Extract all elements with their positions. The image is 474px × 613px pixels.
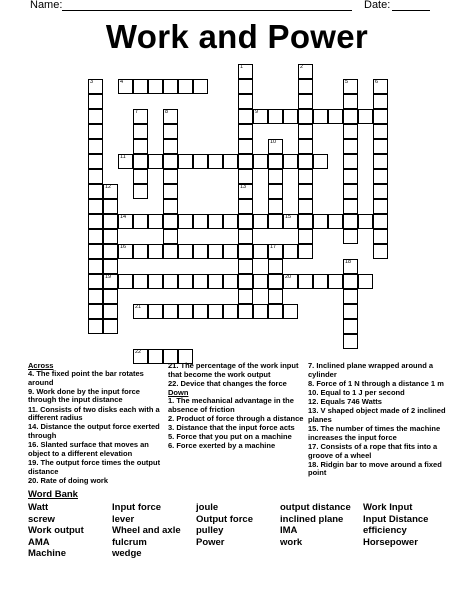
clue-item: 5. Force that you put on a machine xyxy=(168,432,292,442)
crossword-cell[interactable] xyxy=(133,244,148,259)
down-heading: Down xyxy=(168,387,189,397)
word-bank-item: pulley xyxy=(196,525,224,536)
crossword-cell[interactable] xyxy=(268,244,283,259)
crossword-cell[interactable] xyxy=(358,109,373,124)
crossword-cell[interactable] xyxy=(238,79,253,94)
crossword-cell[interactable] xyxy=(178,304,193,319)
crossword-cell[interactable] xyxy=(163,139,178,154)
clue-item: 11. Consists of two disks each with a different radius xyxy=(28,404,160,423)
crossword-cell[interactable] xyxy=(268,289,283,304)
word-bank-item: Input Distance xyxy=(363,513,429,525)
crossword-cell[interactable] xyxy=(163,244,178,259)
crossword-cell[interactable] xyxy=(238,169,253,184)
crossword-cell[interactable] xyxy=(88,184,103,199)
clue-number: 9 xyxy=(255,109,259,115)
clue-item: 2. Product of force through a distance xyxy=(168,413,304,423)
crossword-cell[interactable] xyxy=(343,229,358,244)
crossword-cell[interactable] xyxy=(283,154,298,169)
crossword-cell[interactable] xyxy=(238,64,253,79)
word-bank-item: Input force xyxy=(112,502,162,513)
crossword-cell[interactable] xyxy=(343,139,358,154)
crossword-cell[interactable] xyxy=(103,244,118,259)
crossword-cell[interactable] xyxy=(88,244,103,259)
crossword-cell[interactable] xyxy=(343,334,358,349)
crossword-cell[interactable] xyxy=(238,199,253,214)
crossword-cell[interactable] xyxy=(208,154,223,169)
crossword-cell[interactable] xyxy=(298,154,313,169)
crossword-cell[interactable] xyxy=(178,244,193,259)
crossword-cell[interactable] xyxy=(163,304,178,319)
crossword-cell[interactable] xyxy=(373,229,388,244)
crossword-cell[interactable] xyxy=(133,169,148,184)
crossword-cell[interactable] xyxy=(88,169,103,184)
crossword-cell[interactable] xyxy=(373,184,388,199)
crossword-cell[interactable] xyxy=(238,154,253,169)
crossword-cell[interactable] xyxy=(223,154,238,169)
clue-column-right xyxy=(308,362,448,478)
crossword-cell[interactable] xyxy=(268,214,283,229)
crossword-cell[interactable] xyxy=(253,274,268,289)
crossword-cell[interactable] xyxy=(373,94,388,109)
crossword-cell[interactable] xyxy=(328,109,343,124)
crossword-cell[interactable] xyxy=(88,274,103,289)
clue-number: 12 xyxy=(105,184,112,190)
clue-item: 12. Equals 746 Watts xyxy=(308,397,382,407)
crossword-cell[interactable] xyxy=(268,304,283,319)
clue-number: 15 xyxy=(285,214,292,220)
word-bank xyxy=(0,489,474,599)
crossword-cell[interactable] xyxy=(298,274,313,289)
word-bank-item: lever xyxy=(112,513,135,525)
crossword-cell[interactable] xyxy=(223,274,238,289)
crossword-cell[interactable] xyxy=(373,199,388,214)
word-bank-item: inclined plane xyxy=(280,513,344,525)
crossword-cell[interactable] xyxy=(133,79,148,94)
crossword-cell[interactable] xyxy=(253,214,268,229)
crossword-cell[interactable] xyxy=(103,214,118,229)
crossword-cell[interactable] xyxy=(118,154,133,169)
page-title: Work and Power xyxy=(105,18,369,55)
crossword-cell[interactable] xyxy=(343,259,358,274)
crossword-cell[interactable] xyxy=(298,64,313,79)
crossword-cell[interactable] xyxy=(343,184,358,199)
word-bank-item: Work output xyxy=(28,525,84,536)
clue-item: 4. The fixed point the bar rotates around xyxy=(28,369,144,387)
crossword-cell[interactable] xyxy=(193,214,208,229)
clue-number: 1 xyxy=(240,64,244,70)
crossword-cell[interactable] xyxy=(343,79,358,94)
crossword-cell[interactable] xyxy=(163,214,178,229)
crossword-cell[interactable] xyxy=(343,199,358,214)
crossword-cell[interactable] xyxy=(208,274,223,289)
crossword-cell[interactable] xyxy=(103,229,118,244)
crossword-cell[interactable] xyxy=(118,79,133,94)
word-bank-item: efficiency xyxy=(363,525,407,536)
clue-number: 11 xyxy=(120,154,126,160)
crossword-cell[interactable] xyxy=(238,124,253,139)
crossword-cell[interactable] xyxy=(343,319,358,334)
crossword-cell[interactable] xyxy=(343,154,358,169)
crossword-cell[interactable] xyxy=(373,124,388,139)
crossword-cell[interactable] xyxy=(178,274,193,289)
crossword-cell[interactable] xyxy=(298,244,313,259)
crossword-cell[interactable] xyxy=(268,259,283,274)
crossword-cell[interactable] xyxy=(118,274,133,289)
crossword-cell[interactable] xyxy=(88,94,103,109)
clue-list xyxy=(0,362,474,492)
crossword-cell[interactable] xyxy=(298,79,313,94)
word-bank-item: fulcrum xyxy=(112,536,147,548)
crossword-cell[interactable] xyxy=(328,214,343,229)
crossword-cell[interactable] xyxy=(268,109,283,124)
crossword-cell[interactable] xyxy=(253,154,268,169)
crossword-cell[interactable] xyxy=(313,214,328,229)
word-bank-item: Machine xyxy=(28,548,67,559)
crossword-cell[interactable] xyxy=(103,259,118,274)
crossword-cell[interactable] xyxy=(253,244,268,259)
crossword-cell[interactable] xyxy=(238,214,253,229)
crossword-cell[interactable] xyxy=(88,289,103,304)
clue-number: 10 xyxy=(270,139,277,145)
name-label: Name: xyxy=(30,0,63,11)
crossword-cell[interactable] xyxy=(223,214,238,229)
crossword-cell[interactable] xyxy=(268,154,283,169)
word-bank-item: Output force xyxy=(196,513,253,525)
clue-item: 21. The percentage of the work input that become the work output xyxy=(168,361,299,379)
crossword-cell[interactable] xyxy=(148,274,163,289)
crossword-cell[interactable] xyxy=(343,214,358,229)
crossword-cell[interactable] xyxy=(178,79,193,94)
crossword-cell[interactable] xyxy=(88,139,103,154)
crossword-cell[interactable] xyxy=(343,124,358,139)
crossword-cell[interactable] xyxy=(298,169,313,184)
crossword-cell[interactable] xyxy=(148,79,163,94)
crossword-cell[interactable] xyxy=(88,154,103,169)
crossword-cell[interactable] xyxy=(163,229,178,244)
crossword-cell[interactable] xyxy=(223,244,238,259)
crossword-cell[interactable] xyxy=(268,199,283,214)
crossword-cell[interactable] xyxy=(133,214,148,229)
clue-item: 17. Consists of a rope that fits into a groove of a wheel xyxy=(308,441,438,460)
crossword-cell[interactable] xyxy=(373,79,388,94)
crossword-cell[interactable] xyxy=(298,229,313,244)
clue-item: 3. Distance that the input force acts xyxy=(168,422,295,432)
word-bank-item: Horsepower xyxy=(363,536,418,548)
crossword-cell[interactable] xyxy=(298,94,313,109)
word-bank-item: Work Input xyxy=(363,502,413,513)
crossword-cell[interactable] xyxy=(373,244,388,259)
crossword-cell[interactable] xyxy=(238,304,253,319)
crossword-cell[interactable] xyxy=(88,124,103,139)
word-bank-item: AMA xyxy=(28,536,50,548)
date-label: Date: xyxy=(364,0,391,11)
clue-number: 16 xyxy=(120,244,127,250)
word-bank-item: Power xyxy=(196,536,225,548)
clue-item: 1. The mechanical advantage in the absence of friction xyxy=(168,395,294,414)
crossword-cell[interactable] xyxy=(268,274,283,289)
clue-number: 3 xyxy=(90,79,94,85)
crossword-cell[interactable] xyxy=(103,304,118,319)
crossword-cell[interactable] xyxy=(238,139,253,154)
crossword-cell[interactable] xyxy=(313,274,328,289)
crossword-cell[interactable] xyxy=(193,274,208,289)
across-clues xyxy=(28,370,165,485)
crossword-cell[interactable] xyxy=(208,214,223,229)
crossword-cell[interactable] xyxy=(208,244,223,259)
clue-number: 7 xyxy=(135,109,139,115)
clue-number: 13 xyxy=(240,184,247,190)
clue-number: 8 xyxy=(165,109,169,115)
clue-item: 18. Ridgin bar to move around a fixed point xyxy=(308,459,442,478)
clue-item: 13. V shaped object made of 2 inclined planes xyxy=(308,406,446,424)
crossword-cell[interactable] xyxy=(118,244,133,259)
crossword-cell[interactable] xyxy=(88,304,103,319)
crossword-cell[interactable] xyxy=(223,304,238,319)
crossword-cell[interactable] xyxy=(148,154,163,169)
crossword-cell[interactable] xyxy=(88,109,103,124)
word-bank-item: IMA xyxy=(280,525,298,536)
crossword-cell[interactable] xyxy=(373,139,388,154)
clue-item: 10. Equal to 1 J per second xyxy=(308,387,405,397)
crossword-cell[interactable] xyxy=(298,184,313,199)
crossword-cell[interactable] xyxy=(343,94,358,109)
crossword-cell[interactable] xyxy=(298,214,313,229)
crossword-cell[interactable] xyxy=(238,109,253,124)
word-bank-item: screw xyxy=(28,513,55,525)
crossword-cell[interactable] xyxy=(133,274,148,289)
clue-number: 14 xyxy=(120,214,127,220)
crossword-cell[interactable] xyxy=(133,184,148,199)
crossword-cell[interactable] xyxy=(358,274,373,289)
clue-number: 6 xyxy=(375,79,379,85)
crossword-cell[interactable] xyxy=(313,154,328,169)
clue-number: 17 xyxy=(270,244,277,250)
word-bank-item: wedge xyxy=(112,548,142,559)
word-bank-item: output distance xyxy=(280,502,351,513)
crossword-cell[interactable] xyxy=(103,199,118,214)
crossword-cell[interactable] xyxy=(283,109,298,124)
crossword-cell[interactable] xyxy=(88,199,103,214)
crossword-cell[interactable] xyxy=(253,109,268,124)
crossword-cell[interactable] xyxy=(133,139,148,154)
crossword-cell[interactable] xyxy=(163,274,178,289)
crossword-cell[interactable] xyxy=(148,304,163,319)
word-bank-item: Watt xyxy=(28,502,49,513)
crossword-cell[interactable] xyxy=(208,304,223,319)
clue-number: 4 xyxy=(120,79,124,85)
crossword-cell[interactable] xyxy=(103,274,118,289)
clue-item: 15. The number of times the machine increases the input force xyxy=(308,424,441,442)
crossword-cell[interactable] xyxy=(343,274,358,289)
crossword-cell[interactable] xyxy=(283,274,298,289)
crossword-cell[interactable] xyxy=(373,169,388,184)
crossword-cell[interactable] xyxy=(298,199,313,214)
clue-item: 19. The output force times the output distance xyxy=(28,457,161,476)
crossword-cell[interactable] xyxy=(298,124,313,139)
crossword-cell[interactable] xyxy=(118,214,133,229)
crossword-cell[interactable] xyxy=(193,154,208,169)
crossword-cell[interactable] xyxy=(88,319,103,334)
crossword-cell[interactable] xyxy=(103,184,118,199)
crossword-cell[interactable] xyxy=(193,244,208,259)
word-bank-item: Wheel and axle xyxy=(112,525,181,536)
crossword-cell[interactable] xyxy=(103,319,118,334)
word-bank-item: joule xyxy=(196,502,219,513)
across-heading: Across xyxy=(28,361,54,370)
crossword-cell[interactable] xyxy=(133,154,148,169)
crossword-cell[interactable] xyxy=(238,289,253,304)
word-bank-title: Word Bank xyxy=(28,489,78,500)
crossword-cell[interactable] xyxy=(238,244,253,259)
word-bank-item: work xyxy=(280,536,303,548)
crossword-cell[interactable] xyxy=(268,139,283,154)
clue-number: 19 xyxy=(105,274,112,280)
crossword-cell[interactable] xyxy=(88,79,103,94)
crossword-cell[interactable] xyxy=(343,289,358,304)
crossword-cell[interactable] xyxy=(283,214,298,229)
crossword-cell[interactable] xyxy=(238,229,253,244)
clue-item: 6. Force exerted by a machine xyxy=(168,441,276,451)
crossword-cell[interactable] xyxy=(88,214,103,229)
crossword-cell[interactable] xyxy=(298,139,313,154)
clue-item: 22. Device that changes the force xyxy=(168,378,287,388)
crossword-cell[interactable] xyxy=(238,274,253,289)
crossword-cell[interactable] xyxy=(133,304,148,319)
crossword-cell[interactable] xyxy=(163,184,178,199)
crossword-cell[interactable] xyxy=(133,109,148,124)
crossword-cell[interactable] xyxy=(268,169,283,184)
crossword-cell[interactable] xyxy=(133,124,148,139)
clue-number: 21 xyxy=(135,304,142,310)
crossword-cell[interactable] xyxy=(238,184,253,199)
crossword-cell[interactable] xyxy=(328,274,343,289)
clue-item: 16. Slanted surface that moves an object to a different elevation xyxy=(28,440,149,458)
crossword-cell[interactable] xyxy=(88,229,103,244)
crossword-cell[interactable] xyxy=(148,214,163,229)
crossword-cell[interactable] xyxy=(193,79,208,94)
crossword-cell[interactable] xyxy=(253,304,268,319)
clue-number: 18 xyxy=(345,259,352,265)
clue-column-middle xyxy=(168,362,305,452)
crossword-cell[interactable] xyxy=(163,109,178,124)
crossword-cell[interactable] xyxy=(298,109,313,124)
crossword-cell[interactable] xyxy=(283,304,298,319)
clue-item: 9. Work done by the input force through the input distance xyxy=(28,386,140,405)
crossword-cell[interactable] xyxy=(238,259,253,274)
clue-number: 22 xyxy=(135,349,142,355)
crossword-cell[interactable] xyxy=(238,94,253,109)
crossword-cell[interactable] xyxy=(178,154,193,169)
clue-number: 20 xyxy=(285,274,292,280)
crossword-cell[interactable] xyxy=(313,109,328,124)
crossword-cell[interactable] xyxy=(193,304,208,319)
crossword-cell[interactable] xyxy=(358,214,373,229)
crossword-cell[interactable] xyxy=(103,289,118,304)
crossword-cell[interactable] xyxy=(343,109,358,124)
crossword-cell[interactable] xyxy=(148,244,163,259)
clue-number: 5 xyxy=(345,79,349,85)
crossword-cell[interactable] xyxy=(163,169,178,184)
crossword-cell[interactable] xyxy=(178,214,193,229)
crossword-cell[interactable] xyxy=(88,259,103,274)
crossword-cell[interactable] xyxy=(163,124,178,139)
crossword-cell[interactable] xyxy=(163,199,178,214)
clue-item: 20. Rate of doing work xyxy=(28,475,109,485)
crossword-cell[interactable] xyxy=(163,79,178,94)
crossword-cell[interactable] xyxy=(268,184,283,199)
crossword-cell[interactable] xyxy=(343,169,358,184)
crossword-cell[interactable] xyxy=(343,304,358,319)
crossword-cell[interactable] xyxy=(373,109,388,124)
crossword-cell[interactable] xyxy=(373,214,388,229)
clue-item: 8. Force of 1 N through a distance 1 m xyxy=(308,378,444,388)
clue-item: 7. Inclined plane wrapped around a cylinder xyxy=(308,361,434,379)
clue-number: 2 xyxy=(300,64,304,70)
crossword-cell[interactable] xyxy=(163,154,178,169)
crossword-cell[interactable] xyxy=(373,154,388,169)
clue-item: 14. Distance the output force exerted through xyxy=(28,422,160,440)
clue-column-across xyxy=(28,362,165,486)
crossword-cell[interactable] xyxy=(283,244,298,259)
